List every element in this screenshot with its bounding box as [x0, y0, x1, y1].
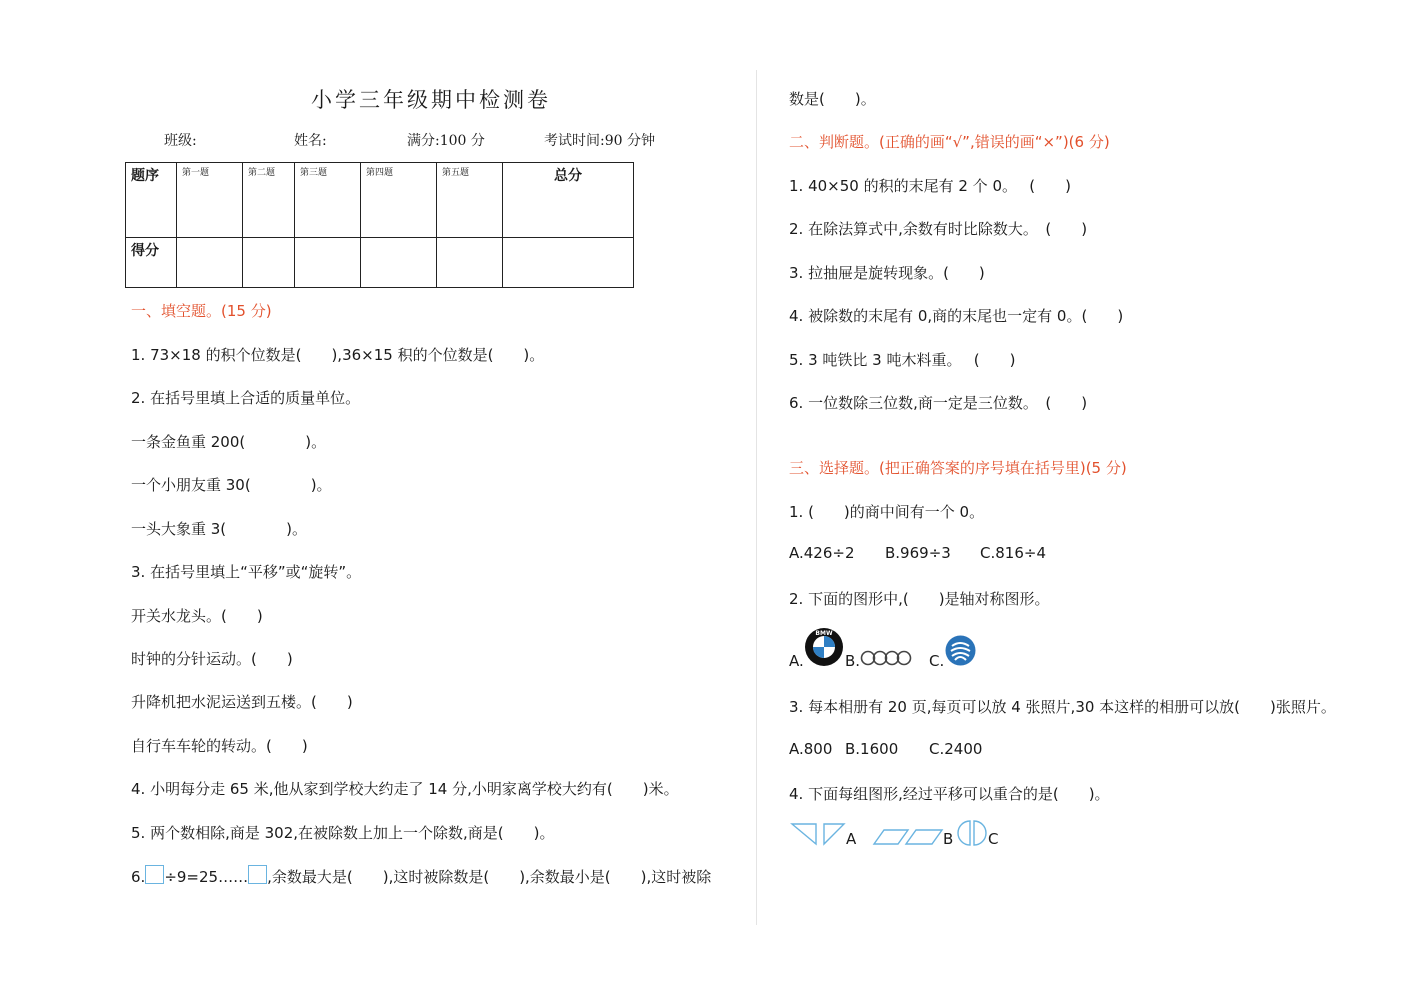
- exam-time: 考试时间:90 分钟: [544, 133, 655, 149]
- option-c: C.2400: [929, 740, 983, 758]
- audi-rings-icon: [860, 649, 914, 667]
- question-line-6: [131, 865, 711, 887]
- question-line: 时钟的分针运动。( ): [131, 650, 293, 668]
- option-a: A.800: [789, 740, 833, 758]
- question-line: 4. 下面每组图形,经过平移可以重合的是( )。: [789, 785, 1110, 803]
- bmw-text: BMW: [815, 630, 833, 637]
- question-line: 一头大象重 3( )。: [131, 520, 308, 538]
- section3-heading: 三、选择题。(把正确答案的序号填在括号里)(5 分): [789, 459, 1127, 477]
- score-cell: [177, 238, 243, 288]
- blank-box[interactable]: [145, 865, 164, 884]
- triangles-shape-icon: [790, 822, 846, 846]
- score-cell: [295, 238, 361, 288]
- bmw-logo-icon: [804, 627, 844, 667]
- score-cell: [437, 238, 503, 288]
- col-header: 第二题: [243, 163, 295, 238]
- option-c: C.816÷4: [980, 544, 1046, 562]
- question-line: 1. ( )的商中间有一个 0。: [789, 503, 985, 521]
- question-line: 一条金鱼重 200( )。: [131, 433, 327, 451]
- question-line: 2. 在括号里填上合适的质量单位。: [131, 389, 361, 407]
- option-c-label: C.: [929, 652, 945, 670]
- option-a-label: A.: [789, 652, 804, 670]
- question-line: 一个小朋友重 30( )。: [131, 476, 332, 494]
- name-label: 姓名:: [294, 133, 327, 149]
- question-line: 2. 在除法算式中,余数有时比除数大。 ( ): [789, 220, 1088, 238]
- option-b-label: B.: [845, 652, 861, 670]
- full-score: 满分:100 分: [407, 133, 485, 149]
- page-title: 小学三年级期中检测卷: [311, 88, 551, 112]
- option-a: A.426÷2: [789, 544, 855, 562]
- question-line: 2. 下面的图形中,( )是轴对称图形。: [789, 590, 1050, 608]
- class-label: 班级:: [164, 133, 197, 149]
- option-b: B.969÷3: [885, 544, 951, 562]
- question-line: 升降机把水泥运送到五楼。( ): [131, 693, 353, 711]
- col-header: 第一题: [177, 163, 243, 238]
- question-line: 开关水龙头。( ): [131, 607, 263, 625]
- row-label-score: 得分: [126, 238, 177, 288]
- row-label-order: 题序: [126, 163, 177, 238]
- col-header: 第四题: [361, 163, 437, 238]
- option-a-label: A: [846, 830, 857, 848]
- question-line: 3. 在括号里填上“平移”或“旋转”。: [131, 563, 362, 581]
- question-line: 自行车车轮的转动。( ): [131, 737, 308, 755]
- question-line: 1. 40×50 的积的末尾有 2 个 0。 ( ): [789, 177, 1071, 195]
- question-line: 6. 一位数除三位数,商一定是三位数。 ( ): [789, 394, 1088, 412]
- carry-line: 数是( )。: [789, 90, 876, 108]
- question-line: 1. 73×18 的积个位数是( ),36×15 积的个位数是( )。: [131, 346, 545, 364]
- question-line: 5. 两个数相除,商是 302,在被除数上加上一个除数,商是( )。: [131, 824, 555, 842]
- option-b-label: B: [943, 830, 954, 848]
- question-line: 5. 3 吨铁比 3 吨木料重。 ( ): [789, 351, 1016, 369]
- q6-prefix: 6.: [131, 868, 146, 886]
- col-header-total: 总分: [503, 163, 634, 238]
- col-header: 第三题: [295, 163, 361, 238]
- question-line: 4. 被除数的末尾有 0,商的末尾也一定有 0。( ): [789, 307, 1124, 325]
- score-cell: [243, 238, 295, 288]
- column-divider: [756, 70, 757, 925]
- parallelograms-shape-icon: [872, 828, 944, 846]
- semicircles-shape-icon: [956, 819, 990, 847]
- question-line: 3. 每本相册有 20 页,每页可以放 4 张照片,30 本这样的相册可以放( )张照片。: [789, 698, 1336, 716]
- score-cell: [503, 238, 634, 288]
- question-line: 3. 拉抽屉是旋转现象。( ): [789, 264, 985, 282]
- score-table: [125, 162, 634, 288]
- score-cell: [361, 238, 437, 288]
- question-line: 4. 小明每分走 65 米,他从家到学校大约走了 14 分,小明家离学校大约有( )米。: [131, 780, 679, 798]
- q6-mid: ÷9=25……: [164, 868, 249, 886]
- blank-box[interactable]: [248, 865, 267, 884]
- section1-heading: 一、填空题。(15 分): [131, 302, 272, 320]
- china-mobile-logo-icon: [944, 634, 977, 667]
- q6-suffix: ,余数最大是( ),这时被除数是( ),余数最小是( ),这时被除: [267, 868, 712, 886]
- option-c-label: C: [988, 830, 999, 848]
- col-header: 第五题: [437, 163, 503, 238]
- section2-heading: 二、判断题。(正确的画“√”,错误的画“×”)(6 分): [789, 133, 1110, 151]
- option-b: B.1600: [845, 740, 899, 758]
